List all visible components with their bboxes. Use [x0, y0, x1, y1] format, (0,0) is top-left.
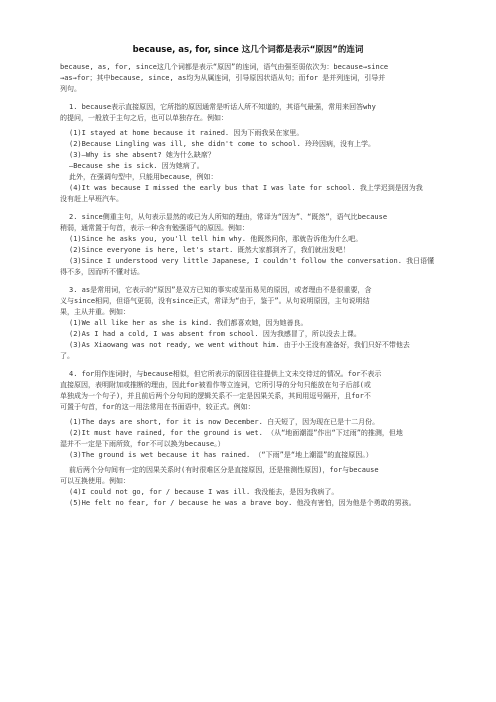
example-line: (2)It must have rained, for the ground is wet. （从“地面潮湿”作出“下过雨”的推测，但地	[69, 429, 403, 437]
text-line: 直接原因，表明附加或推断的理由，因此for被看作等立连词，它所引导的分句只能放在句子后部(或	[60, 381, 371, 389]
example-line: (3)As Xiaowang was not ready, we went without him. 由于小王没有准备好，我们只好不带他去	[69, 341, 410, 349]
intro-paragraph	[60, 62, 442, 95]
text-line: 前后两个分句间有一定的因果关系时(有时很难区分是直接原因，还是推测性原因)，for与because	[69, 466, 379, 474]
page-title: because, as, for, since 这几个词都是表示“原因”的连词	[132, 45, 364, 55]
example-line: (1)The days are short, for it is now December. 白天短了，因为现在已是十二月份。	[69, 418, 380, 426]
section-as	[60, 285, 442, 362]
example-line: (3)Since I understood very little Japanese, I couldn't follow the conversation. 我日语懂	[69, 257, 435, 265]
example-line: (1)Since he asks you, you'll tell him why. 他既然问你，那就告诉他为什么吧。	[69, 235, 363, 243]
example-line: 没有赶上早班汽车。	[60, 195, 123, 203]
example-line: (2)As I had a cold, I was absent from school. 因为我感冒了，所以没去上课。	[69, 330, 361, 338]
example-line: (4)I could not go, for / because I was ill. 我没能去，是因为我病了。	[69, 488, 339, 496]
text-line: 可置于句首，for的这一用法常用在书面语中，较正式。例如：	[60, 403, 255, 411]
example-line: (1)We all like her as she is kind. 我们都喜欢她，因为她善良。	[69, 319, 308, 327]
text-line: 列句。	[60, 85, 81, 93]
text-line: 可以互换使用。例如：	[60, 477, 130, 485]
text-line: 此外，在强调句型中，只能用because，例如：	[69, 173, 218, 181]
text-line: 义与since相同，但语气更弱，没有since正式，常译为“由于，鉴于”。从句说明原因，主句说明结	[60, 297, 370, 305]
example-line: (2)Since everyone is here, let's start. 既然大家都到齐了，我们就出发吧！	[69, 246, 350, 254]
example-line: 湿并不一定是下雨所致，for不可以换为because。）	[60, 440, 225, 448]
text-line: →as→for；其中because, since, as均为从属连词，引导原因状语从句；而for 是并列连词，引导并	[60, 74, 386, 82]
text-line: 4. for用作连词时，与because相似，但它所表示的原因往往提供上文未交待过的情况。for不表示	[69, 370, 382, 378]
example-line: (3)—Why is she absent? 她为什么缺席？	[69, 151, 215, 159]
example-line: (3)The ground is wet because it has rained. （“下雨”是“地上潮湿”的直接原因。）	[69, 451, 373, 459]
text-line: 1. because表示直接原因，它所指的原因通常是听话人所不知道的，其语气最强，常用来回答why	[69, 103, 376, 111]
text-line: 的提问，一般放于主句之后，也可以单独存在。例如：	[60, 114, 228, 122]
text-line: 3. as是常用词，它表示的“原因”是双方已知的事实或显而易见的原因，或者理由不是很重要，含	[69, 286, 372, 294]
section-because	[60, 102, 442, 205]
document-body	[60, 62, 442, 509]
example-line: 了。	[60, 352, 74, 360]
example-line: (2)Because Lingling was ill, she didn't come to school. 玲玲因病，没有上学。	[69, 140, 376, 148]
text-line: 果，主从并重。例如：	[60, 308, 130, 316]
section-since	[60, 212, 442, 278]
example-line: —Because she is sick. 因为她病了。	[69, 162, 204, 170]
text-line: 2. since侧重主句，从句表示显然的或已为人所知的理由，常译为“因为”、“既然”，语气比because	[69, 213, 388, 221]
example-line: (1)I stayed at home because it rained. 因为下雨我呆在家里。	[69, 129, 304, 137]
section-for	[60, 369, 442, 509]
text-line: 单独成为一个句子)，并且前后两个分句间的逻辑关系不一定是因果关系，其间用逗号隔开，且for不	[60, 392, 371, 400]
text-line: 稍弱，通常置于句首，表示一种含有勉强语气的原因。例如：	[60, 224, 249, 232]
example-line: (4)It was because I missed the early bus that I was late for school. 我上学迟到是因为我	[69, 184, 423, 192]
text-line: because, as, for, since这几个词都是表示“原因”的连词，语气由强至弱依次为：because→since	[60, 63, 389, 71]
example-line: (5)He felt no fear, for / because he was a brave boy. 他没有害怕，因为他是个勇敢的男孩。	[69, 499, 416, 507]
example-line: 得不多，因而听不懂对话。	[60, 268, 144, 276]
